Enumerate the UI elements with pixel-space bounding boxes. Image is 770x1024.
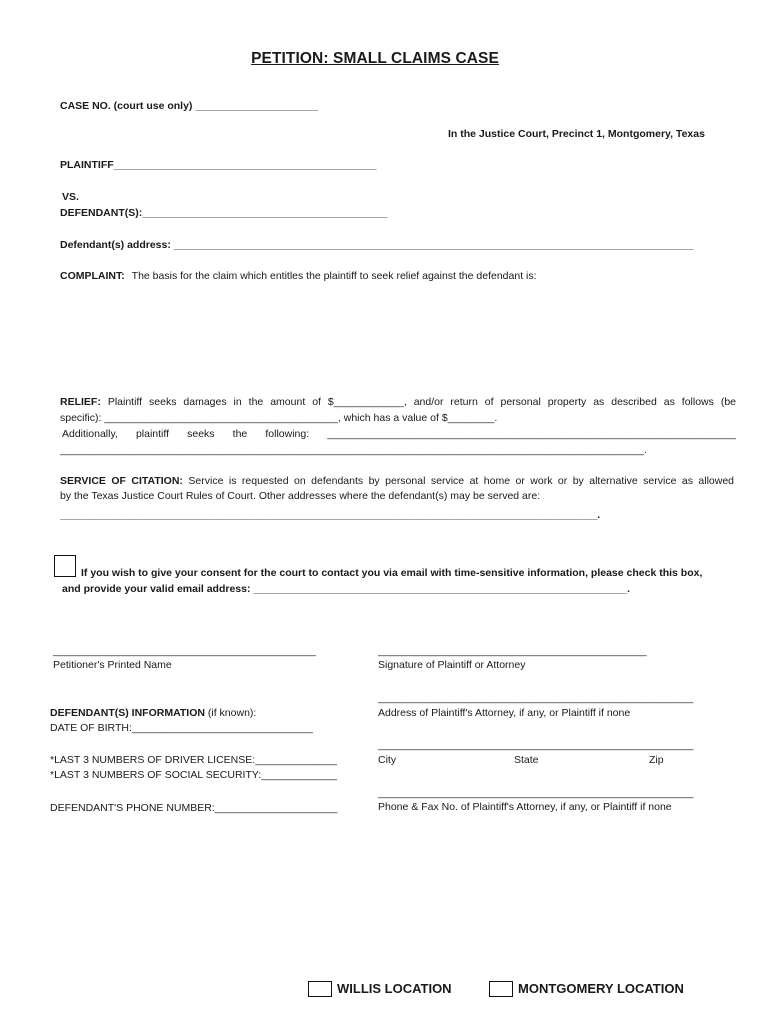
email-consent-text: If you wish to give your consent for the court to contact you via email with time-sensitive information, please check this box, [81, 567, 703, 579]
willis-location-checkbox[interactable] [308, 981, 332, 997]
city-state-zip-line[interactable]: ______________________________________________________ [378, 739, 694, 751]
date-of-birth-field[interactable]: DATE OF BIRTH:_______________________________ [50, 722, 313, 734]
relief-line-4[interactable]: ____________________________________________________________________________________________________. [60, 444, 647, 456]
defendant-info-title: DEFENDANT(S) INFORMATION [50, 707, 205, 719]
attorney-address-line[interactable]: ______________________________________________________ [378, 692, 694, 704]
plaintiff-field[interactable]: PLAINTIFF_____________________________________________ [60, 159, 377, 171]
court-name: In the Justice Court, Precinct 1, Montgomery, Texas [448, 128, 705, 140]
relief-line-2[interactable]: specific): ________________________________________, which has a value of $________. [60, 412, 498, 424]
defendants-field[interactable]: DEFENDANT(S):__________________________________________ [60, 207, 388, 219]
zip-label: Zip [649, 754, 664, 766]
state-label: State [514, 754, 539, 766]
montgomery-location-label: MONTGOMERY LOCATION [518, 981, 684, 996]
attorney-address-label: Address of Plaintiff's Attorney, if any, or Plaintiff if none [378, 707, 631, 719]
service-text-1: Service is requested on defendants by personal service at home or work or by alternative service as allowed [188, 475, 735, 487]
relief-line-1 [60, 396, 736, 408]
driver-license-field[interactable]: *LAST 3 NUMBERS OF DRIVER LICENSE:______________ [50, 754, 337, 766]
service-label: SERVICE OF CITATION: [60, 475, 183, 487]
relief-label: RELIEF: [60, 396, 101, 408]
relief-line-3[interactable]: Additionally, plaintiff seeks the following: ______________________________________________________________________ [62, 428, 736, 440]
willis-location-label: WILLIS LOCATION [337, 981, 452, 996]
social-security-field[interactable]: *LAST 3 NUMBERS OF SOCIAL SECURITY:_____________ [50, 769, 338, 781]
relief-text-1[interactable]: Plaintiff seeks damages in the amount of $____________, and/or return of personal property as described as follows (be [107, 396, 737, 408]
complaint-section [60, 270, 537, 282]
case-number-field[interactable]: CASE NO. (court use only) _____________________ [60, 100, 318, 112]
vs-label: VS. [62, 191, 79, 203]
attorney-phone-line[interactable]: ______________________________________________________ [378, 787, 694, 799]
service-addresses-field[interactable]: ____________________________________________________________________________________________. [60, 509, 601, 521]
service-line-1 [60, 475, 734, 487]
complaint-text: The basis for the claim which entitles the plaintiff to seek relief against the defendant is: [131, 270, 537, 282]
email-address-field[interactable]: and provide your valid email address: ________________________________________________________________. [62, 583, 631, 595]
city-label: City [378, 754, 397, 766]
petitioner-name-line[interactable]: _____________________________________________ [53, 645, 316, 657]
defendant-phone-field[interactable]: DEFENDANT'S PHONE NUMBER:_____________________ [50, 802, 338, 814]
plaintiff-signature-label: Signature of Plaintiff or Attorney [378, 659, 526, 671]
petitioner-name-label: Petitioner's Printed Name [53, 659, 172, 671]
attorney-phone-label: Phone & Fax No. of Plaintiff's Attorney, if any, or Plaintiff if none [378, 801, 672, 813]
montgomery-location-checkbox[interactable] [489, 981, 513, 997]
service-line-2: by the Texas Justice Court Rules of Court. Other addresses where the defendant(s) may be served are: [60, 490, 541, 502]
page-title: PETITION: SMALL CLAIMS CASE [251, 50, 499, 67]
complaint-label: COMPLAINT: [60, 270, 125, 282]
plaintiff-signature-line[interactable]: ______________________________________________ [378, 645, 647, 657]
defendant-info-note: (if known): [207, 707, 257, 719]
defendant-address-field[interactable]: Defendant(s) address: _________________________________________________________________________________________ [60, 239, 694, 251]
defendant-info-heading [50, 707, 256, 719]
email-consent-checkbox[interactable] [54, 555, 76, 577]
